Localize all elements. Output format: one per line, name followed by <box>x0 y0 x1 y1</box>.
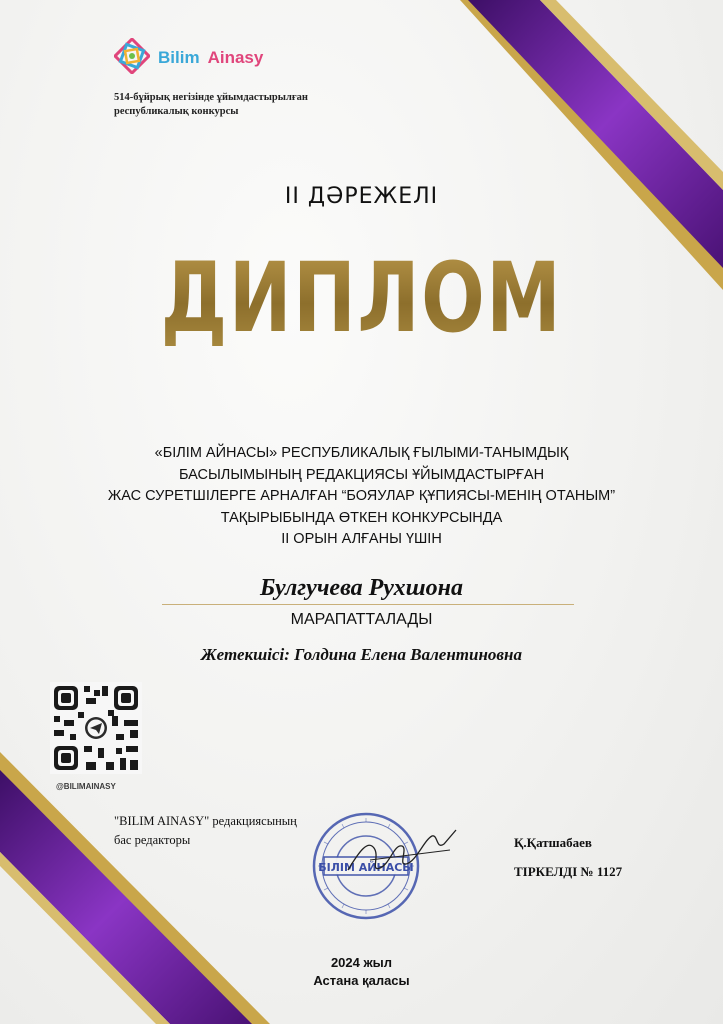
description-line: «БІЛІМ АЙНАСЫ» РЕСПУБЛИКАЛЫҚ ҒЫЛЫМИ-ТАНЫМДЫҚ <box>154 445 569 461</box>
social-handle: @BILIMAINASY <box>56 782 116 791</box>
qr-code-icon <box>50 682 142 774</box>
issue-year: 2024 жыл <box>330 955 393 970</box>
subtitle-line: 514-бұйрық негізінде ұйымдастырылған <box>114 92 308 103</box>
signature <box>340 820 460 890</box>
diploma-title: ДИПЛОМ <box>80 243 644 353</box>
brand-part1: Bilim <box>158 48 200 67</box>
issue-city: Астана қаласы <box>313 973 410 988</box>
degree-heading: II ДӘРЕЖЕЛІ <box>284 184 439 209</box>
description-line: II ОРЫН АЛҒАНЫ ҮШІН <box>281 531 442 547</box>
brand-name <box>158 48 263 68</box>
bilim-ainasy-logo-icon <box>114 38 150 74</box>
subtitle-line: республикалық конкурсы <box>114 106 239 117</box>
recipient-underline <box>162 604 574 605</box>
description-line: БАСЫЛЫМЫНЫҢ РЕДАКЦИЯСЫ ҰЙЫМДАСТЫРҒАН <box>178 466 545 483</box>
supervisor-line: Жетекшісі: Голдина Елена Валентиновна <box>201 645 522 664</box>
editor-name: Қ.Қатшабаев <box>514 835 592 850</box>
registration-number: ТІРКЕЛДІ № 1127 <box>514 864 623 879</box>
awarded-label: МАРАПАТТАЛАДЫ <box>290 611 433 628</box>
editor-title <box>114 812 297 850</box>
description-line: ЖАС СУРЕТШІЛЕРГЕ АРНАЛҒАН “БОЯУЛАР ҚҰПИЯСЫ-МЕНІҢ ОТАНЫМ” <box>107 488 616 504</box>
description-line: ТАҚЫРЫБЫНДА ӨТКЕН КОНКУРСЫНДА <box>220 509 503 526</box>
award-description <box>40 443 683 551</box>
stamp-text: БІЛІМ АЙНАСЫ <box>318 861 414 874</box>
brand-part2: Ainasy <box>207 48 264 67</box>
contest-subtitle <box>114 91 308 119</box>
editor-title-line: "BILIM AINASY" редакциясының <box>114 814 297 828</box>
recipient-name: Булгучева Рухшона <box>260 575 463 601</box>
editor-title-line: бас редакторы <box>114 833 191 847</box>
